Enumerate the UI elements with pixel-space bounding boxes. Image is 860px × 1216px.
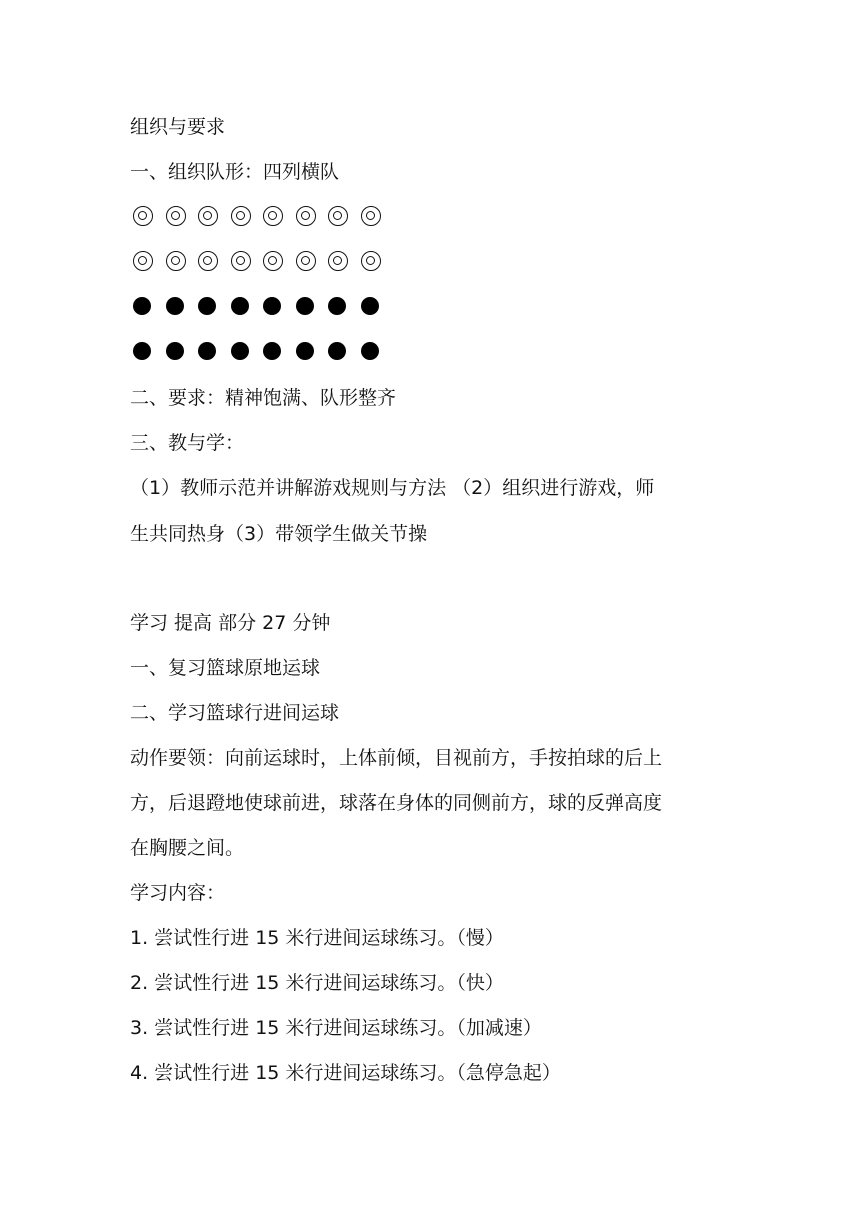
filled-circle-icon <box>166 342 184 360</box>
heading-organization: 组织与要求 <box>130 116 226 138</box>
formation-line: 一、组织队形：四列横队 <box>130 161 340 183</box>
filled-circle-icon <box>133 342 151 360</box>
double-circle-icon <box>166 206 186 226</box>
list-item: 1. 尝试性行进 15 米行进间运球练习。（慢） <box>130 927 504 949</box>
double-circle-icon <box>263 251 283 271</box>
content-title: 学习内容： <box>130 882 226 904</box>
double-circle-icon <box>296 251 316 271</box>
teach-title: 三、教与学： <box>130 432 245 454</box>
list-item: 3. 尝试性行进 15 米行进间运球练习。（加减速） <box>130 1017 542 1039</box>
filled-circle-icon <box>231 297 249 315</box>
filled-circle-icon <box>328 297 346 315</box>
double-circle-icon <box>231 206 251 226</box>
double-circle-icon <box>328 206 348 226</box>
double-circle-icon <box>198 251 218 271</box>
list-item: 2. 尝试性行进 15 米行进间运球练习。（快） <box>130 972 504 994</box>
filled-circle-icon <box>263 342 281 360</box>
double-circle-icon <box>328 251 348 271</box>
list-item: 4. 尝试性行进 15 米行进间运球练习。（急停急起） <box>130 1062 561 1084</box>
filled-circle-icon <box>198 342 216 360</box>
learn-line: 二、学习篮球行进间运球 <box>130 702 340 724</box>
filled-circle-icon <box>133 297 151 315</box>
double-circle-icon <box>166 251 186 271</box>
filled-circle-icon <box>328 342 346 360</box>
double-circle-icon <box>133 251 153 271</box>
teach-line-2: 生共同热身（3）带领学生做关节操 <box>130 523 428 545</box>
filled-circle-icon <box>361 297 379 315</box>
double-circle-icon <box>361 251 381 271</box>
review-line: 一、复习篮球原地运球 <box>130 657 321 679</box>
double-circle-icon <box>263 206 283 226</box>
key-points-line-3: 在胸腰之间。 <box>130 837 245 859</box>
double-circle-icon <box>361 206 381 226</box>
filled-circle-icon <box>296 342 314 360</box>
section-title: 学习 提高 部分 27 分钟 <box>130 612 331 634</box>
double-circle-icon <box>296 206 316 226</box>
double-circle-icon <box>231 251 251 271</box>
filled-circle-icon <box>296 297 314 315</box>
double-circle-icon <box>133 206 153 226</box>
filled-circle-icon <box>263 297 281 315</box>
double-circle-icon <box>198 206 218 226</box>
teach-line-1: （1）教师示范并讲解游戏规则与方法 （2）组织进行游戏，师 <box>130 477 655 499</box>
key-points-line-1: 动作要领：向前运球时，上体前倾，目视前方，手按拍球的后上 <box>130 747 663 769</box>
requirement-line: 二、要求：精神饱满、队形整齐 <box>130 387 397 409</box>
filled-circle-icon <box>166 297 184 315</box>
key-points-line-2: 方，后退蹬地使球前进，球落在身体的同侧前方，球的反弹高度 <box>130 792 663 814</box>
filled-circle-icon <box>231 342 249 360</box>
filled-circle-icon <box>198 297 216 315</box>
filled-circle-icon <box>361 342 379 360</box>
